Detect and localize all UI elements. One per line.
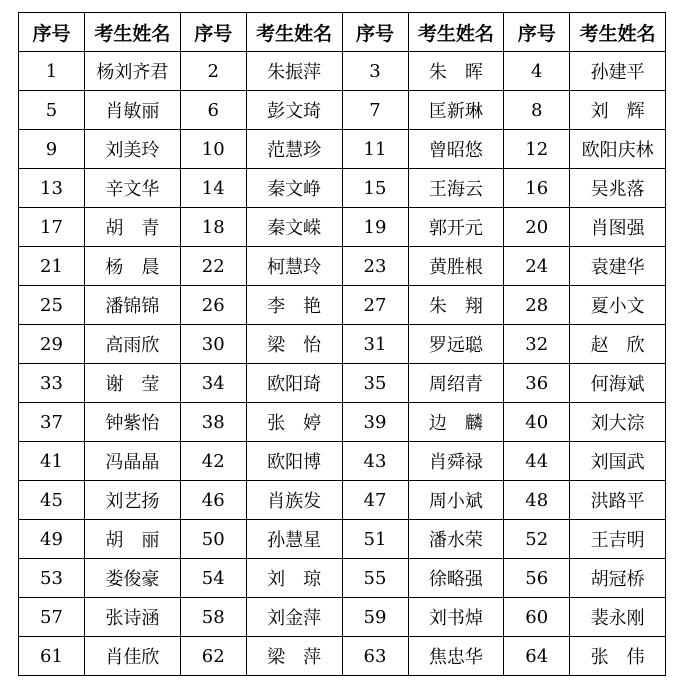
candidate-name-cell: 张 伟 — [570, 637, 666, 676]
table-row — [19, 559, 666, 598]
seq-number-cell: 41 — [19, 442, 85, 481]
seq-number-cell: 19 — [342, 208, 408, 247]
seq-number-cell: 57 — [19, 598, 85, 637]
seq-number-cell: 22 — [180, 247, 246, 286]
candidate-name-cell: 夏小文 — [570, 286, 666, 325]
seq-number-cell: 28 — [504, 286, 570, 325]
candidate-name-cell: 柯慧玲 — [246, 247, 342, 286]
header-seq: 序号 — [19, 13, 85, 52]
table-row — [19, 52, 666, 91]
candidate-name-cell: 朱振萍 — [246, 52, 342, 91]
header-seq: 序号 — [504, 13, 570, 52]
table-row — [19, 130, 666, 169]
seq-number-cell: 3 — [342, 52, 408, 91]
candidate-name-cell: 赵 欣 — [570, 325, 666, 364]
seq-number-cell: 6 — [180, 91, 246, 130]
seq-number-cell: 16 — [504, 169, 570, 208]
candidate-name-cell: 孙慧星 — [246, 520, 342, 559]
seq-number-cell: 10 — [180, 130, 246, 169]
candidate-name-cell: 裴永刚 — [570, 598, 666, 637]
table-row — [19, 208, 666, 247]
candidate-name-cell: 潘水荣 — [408, 520, 504, 559]
seq-number-cell: 56 — [504, 559, 570, 598]
candidate-name-cell: 秦文峥 — [246, 169, 342, 208]
roster-body — [19, 52, 666, 676]
seq-number-cell: 43 — [342, 442, 408, 481]
seq-number-cell: 33 — [19, 364, 85, 403]
candidate-roster-table — [18, 12, 666, 676]
candidate-name-cell: 梁 萍 — [246, 637, 342, 676]
candidate-name-cell: 徐略强 — [408, 559, 504, 598]
seq-number-cell: 54 — [180, 559, 246, 598]
seq-number-cell: 47 — [342, 481, 408, 520]
seq-number-cell: 29 — [19, 325, 85, 364]
seq-number-cell: 18 — [180, 208, 246, 247]
candidate-name-cell: 谢 莹 — [85, 364, 181, 403]
seq-number-cell: 36 — [504, 364, 570, 403]
candidate-name-cell: 娄俊豪 — [85, 559, 181, 598]
candidate-name-cell: 刘美玲 — [85, 130, 181, 169]
candidate-name-cell: 刘 琼 — [246, 559, 342, 598]
seq-number-cell: 11 — [342, 130, 408, 169]
candidate-name-cell: 杨刘齐君 — [85, 52, 181, 91]
candidate-name-cell: 周小斌 — [408, 481, 504, 520]
seq-number-cell: 35 — [342, 364, 408, 403]
seq-number-cell: 27 — [342, 286, 408, 325]
candidate-name-cell: 郭开元 — [408, 208, 504, 247]
header-seq: 序号 — [180, 13, 246, 52]
candidate-name-cell: 欧阳博 — [246, 442, 342, 481]
seq-number-cell: 1 — [19, 52, 85, 91]
candidate-name-cell: 焦忠华 — [408, 637, 504, 676]
table-row — [19, 247, 666, 286]
seq-number-cell: 62 — [180, 637, 246, 676]
seq-number-cell: 45 — [19, 481, 85, 520]
candidate-name-cell: 辛文华 — [85, 169, 181, 208]
candidate-name-cell: 肖族发 — [246, 481, 342, 520]
header-seq: 序号 — [342, 13, 408, 52]
seq-number-cell: 5 — [19, 91, 85, 130]
candidate-name-cell: 高雨欣 — [85, 325, 181, 364]
candidate-name-cell: 李 艳 — [246, 286, 342, 325]
seq-number-cell: 63 — [342, 637, 408, 676]
seq-number-cell: 21 — [19, 247, 85, 286]
seq-number-cell: 8 — [504, 91, 570, 130]
seq-number-cell: 30 — [180, 325, 246, 364]
candidate-name-cell: 欧阳琦 — [246, 364, 342, 403]
seq-number-cell: 53 — [19, 559, 85, 598]
header-name: 考生姓名 — [570, 13, 666, 52]
candidate-name-cell: 孙建平 — [570, 52, 666, 91]
candidate-name-cell: 张诗涵 — [85, 598, 181, 637]
candidate-name-cell: 袁建华 — [570, 247, 666, 286]
candidate-name-cell: 洪路平 — [570, 481, 666, 520]
candidate-name-cell: 刘金萍 — [246, 598, 342, 637]
table-row — [19, 520, 666, 559]
candidate-name-cell: 朱 翔 — [408, 286, 504, 325]
table-row — [19, 364, 666, 403]
seq-number-cell: 61 — [19, 637, 85, 676]
table-row — [19, 91, 666, 130]
seq-number-cell: 50 — [180, 520, 246, 559]
seq-number-cell: 26 — [180, 286, 246, 325]
candidate-name-cell: 刘艺扬 — [85, 481, 181, 520]
seq-number-cell: 55 — [342, 559, 408, 598]
header-name: 考生姓名 — [246, 13, 342, 52]
seq-number-cell: 14 — [180, 169, 246, 208]
seq-number-cell: 44 — [504, 442, 570, 481]
candidate-name-cell: 匡新琳 — [408, 91, 504, 130]
header-name: 考生姓名 — [85, 13, 181, 52]
seq-number-cell: 48 — [504, 481, 570, 520]
candidate-name-cell: 刘书焯 — [408, 598, 504, 637]
candidate-name-cell: 胡冠桥 — [570, 559, 666, 598]
table-row — [19, 403, 666, 442]
candidate-name-cell: 肖敏丽 — [85, 91, 181, 130]
seq-number-cell: 42 — [180, 442, 246, 481]
seq-number-cell: 32 — [504, 325, 570, 364]
header-row — [19, 13, 666, 52]
table-row — [19, 481, 666, 520]
candidate-name-cell: 杨 晨 — [85, 247, 181, 286]
candidate-name-cell: 肖佳欣 — [85, 637, 181, 676]
seq-number-cell: 46 — [180, 481, 246, 520]
table-row — [19, 169, 666, 208]
seq-number-cell: 15 — [342, 169, 408, 208]
table-row — [19, 286, 666, 325]
seq-number-cell: 17 — [19, 208, 85, 247]
seq-number-cell: 49 — [19, 520, 85, 559]
candidate-name-cell: 边 麟 — [408, 403, 504, 442]
seq-number-cell: 4 — [504, 52, 570, 91]
seq-number-cell: 51 — [342, 520, 408, 559]
seq-number-cell: 59 — [342, 598, 408, 637]
candidate-name-cell: 刘 辉 — [570, 91, 666, 130]
seq-number-cell: 52 — [504, 520, 570, 559]
candidate-name-cell: 秦文嵘 — [246, 208, 342, 247]
table-row — [19, 598, 666, 637]
seq-number-cell: 58 — [180, 598, 246, 637]
candidate-name-cell: 梁 怡 — [246, 325, 342, 364]
candidate-name-cell: 钟紫怡 — [85, 403, 181, 442]
seq-number-cell: 34 — [180, 364, 246, 403]
candidate-name-cell: 黄胜根 — [408, 247, 504, 286]
candidate-name-cell: 朱 晖 — [408, 52, 504, 91]
table-row — [19, 325, 666, 364]
seq-number-cell: 20 — [504, 208, 570, 247]
seq-number-cell: 13 — [19, 169, 85, 208]
candidate-name-cell: 罗远聪 — [408, 325, 504, 364]
candidate-name-cell: 王吉明 — [570, 520, 666, 559]
candidate-name-cell: 刘国武 — [570, 442, 666, 481]
candidate-name-cell: 张 婷 — [246, 403, 342, 442]
candidate-name-cell: 肖舜禄 — [408, 442, 504, 481]
seq-number-cell: 40 — [504, 403, 570, 442]
candidate-name-cell: 刘大淙 — [570, 403, 666, 442]
candidate-name-cell: 冯晶晶 — [85, 442, 181, 481]
candidate-name-cell: 彭文琦 — [246, 91, 342, 130]
seq-number-cell: 38 — [180, 403, 246, 442]
seq-number-cell: 64 — [504, 637, 570, 676]
seq-number-cell: 7 — [342, 91, 408, 130]
candidate-name-cell: 胡 丽 — [85, 520, 181, 559]
seq-number-cell: 37 — [19, 403, 85, 442]
candidate-name-cell: 欧阳庆林 — [570, 130, 666, 169]
seq-number-cell: 39 — [342, 403, 408, 442]
seq-number-cell: 24 — [504, 247, 570, 286]
seq-number-cell: 25 — [19, 286, 85, 325]
candidate-name-cell: 周绍青 — [408, 364, 504, 403]
candidate-name-cell: 范慧珍 — [246, 130, 342, 169]
candidate-name-cell: 何海斌 — [570, 364, 666, 403]
candidate-name-cell: 吴兆落 — [570, 169, 666, 208]
candidate-name-cell: 肖图强 — [570, 208, 666, 247]
candidate-name-cell: 曾昭悠 — [408, 130, 504, 169]
seq-number-cell: 12 — [504, 130, 570, 169]
seq-number-cell: 9 — [19, 130, 85, 169]
candidate-name-cell: 胡 青 — [85, 208, 181, 247]
table-row — [19, 637, 666, 676]
seq-number-cell: 31 — [342, 325, 408, 364]
candidate-name-cell: 潘锦锦 — [85, 286, 181, 325]
seq-number-cell: 60 — [504, 598, 570, 637]
seq-number-cell: 2 — [180, 52, 246, 91]
header-name: 考生姓名 — [408, 13, 504, 52]
table-row — [19, 442, 666, 481]
seq-number-cell: 23 — [342, 247, 408, 286]
candidate-name-cell: 王海云 — [408, 169, 504, 208]
